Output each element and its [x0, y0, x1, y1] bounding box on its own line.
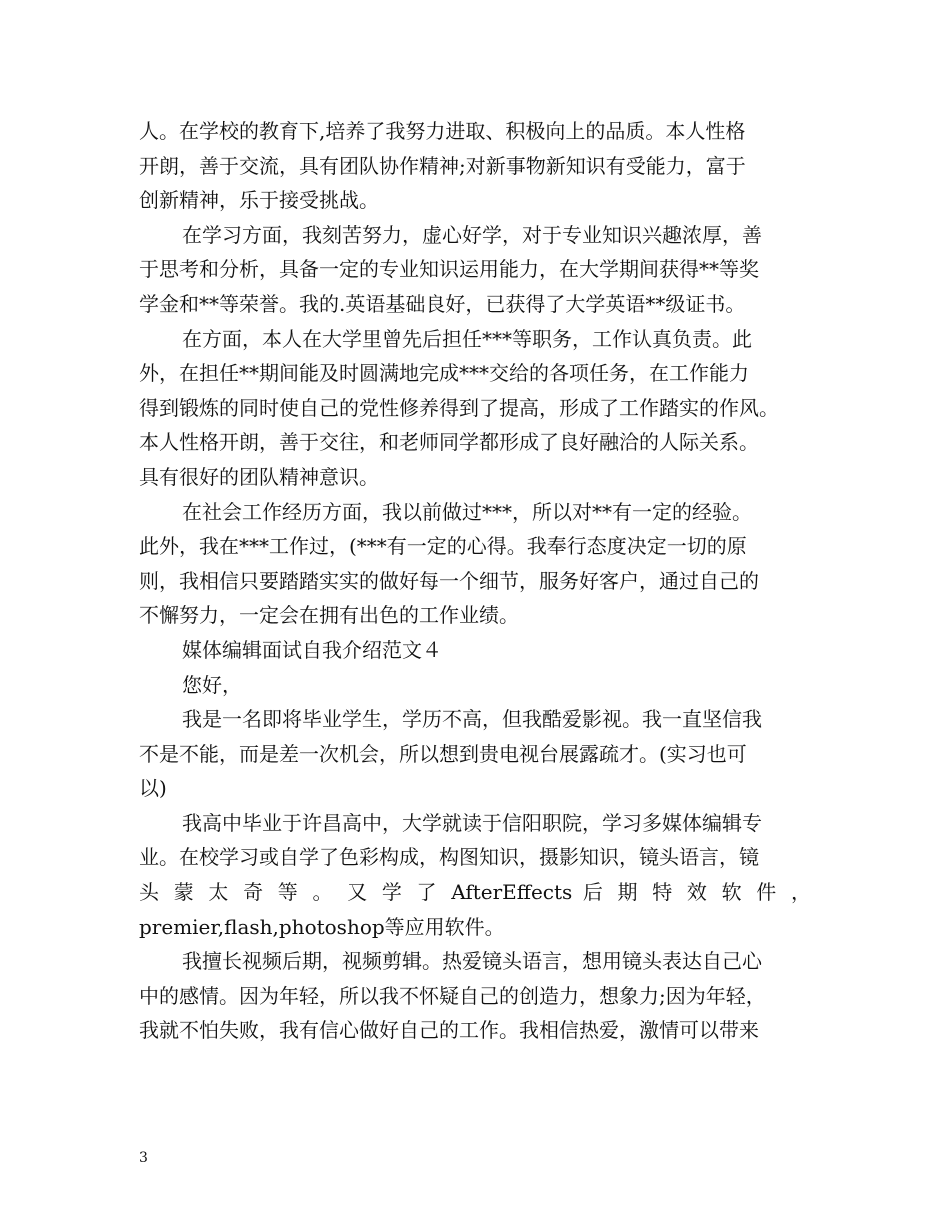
text-line: 于思考和分析，具备一定的专业知识运用能力，在大学期间获得**等奖	[139, 257, 759, 282]
text-line: 则，我相信只要踏踏实实的做好每一个细节，服务好客户，通过自己的	[139, 568, 759, 593]
text-line: 创新精神，乐于接受挑战。	[139, 188, 379, 213]
text-line: 得到锻炼的同时使自己的党性修养得到了提高，形成了工作踏实的作风。	[139, 395, 779, 420]
paragraph-start-line: 我是一名即将毕业学生，学历不高，但我酷爱影视。我一直坚信我	[182, 707, 762, 732]
paragraph-start-line: 我擅长视频后期，视频剪辑。热爱镜头语言，想用镜头表达自己心	[182, 949, 762, 974]
text-line: 中的感情。因为年轻，所以我不怀疑自己的创造力，想象力;因为年轻，	[139, 983, 766, 1008]
greeting-line: 您好，	[182, 672, 242, 697]
document-body	[139, 114, 811, 1048]
paragraph-start-line: 在社会工作经历方面，我以前做过***，所以对**有一定的经验。	[182, 499, 752, 524]
text-line: 业。在校学习或自学了色彩构成，构图知识，摄影知识，镜头语言，镜	[139, 845, 759, 870]
text-line: 学金和**等荣誉。我的.英语基础良好，已获得了大学英语**级证书。	[139, 291, 746, 316]
text-line: 头 蒙 太 奇 等 。 又 学 了 AfterEffects 后 期 特 效 软 件 ，	[139, 880, 811, 905]
text-line: 我就不怕失败，我有信心做好自己的工作。我相信热爱，激情可以带来	[139, 1018, 759, 1043]
text-line: 本人性格开朗，善于交往，和老师同学都形成了良好融洽的人际关系。	[139, 430, 759, 455]
text-line: 外，在担任**期间能及时圆满地完成***交给的各项任务，在工作能力	[139, 361, 749, 386]
paragraph-start-line: 在方面，本人在大学里曾先后担任***等职务，工作认真负责。此	[182, 326, 752, 351]
text-line: 不懈努力，一定会在拥有出色的工作业绩。	[139, 603, 519, 628]
text-line: premier,flash,photoshop等应用软件。	[139, 914, 505, 939]
paragraph-start-line: 在学习方面，我刻苦努力，虚心好学，对于专业知识兴趣浓厚，善	[182, 222, 762, 247]
paragraph-start-line: 我高中毕业于许昌高中，大学就读于信阳职院，学习多媒体编辑专	[182, 810, 762, 835]
text-line: 不是不能，而是差一次机会，所以想到贵电视台展露疏才。(实习也可	[139, 741, 747, 766]
text-line: 人。在学校的教育下,培养了我努力进取、积极向上的品质。本人性格	[139, 119, 746, 143]
text-line: 此外，我在***工作过，(***有一定的心得。我奉行态度决定一切的原	[139, 534, 747, 559]
text-line: 具有很好的团队精神意识。	[139, 464, 379, 489]
text-line: 开朗，善于交流，具有团队协作精神;对新事物新知识有受能力，富于	[139, 153, 746, 178]
section-heading: 媒体编辑面试自我介绍范文４	[182, 637, 442, 662]
page-number: 3	[139, 1150, 148, 1166]
text-line: 以)	[139, 776, 167, 801]
